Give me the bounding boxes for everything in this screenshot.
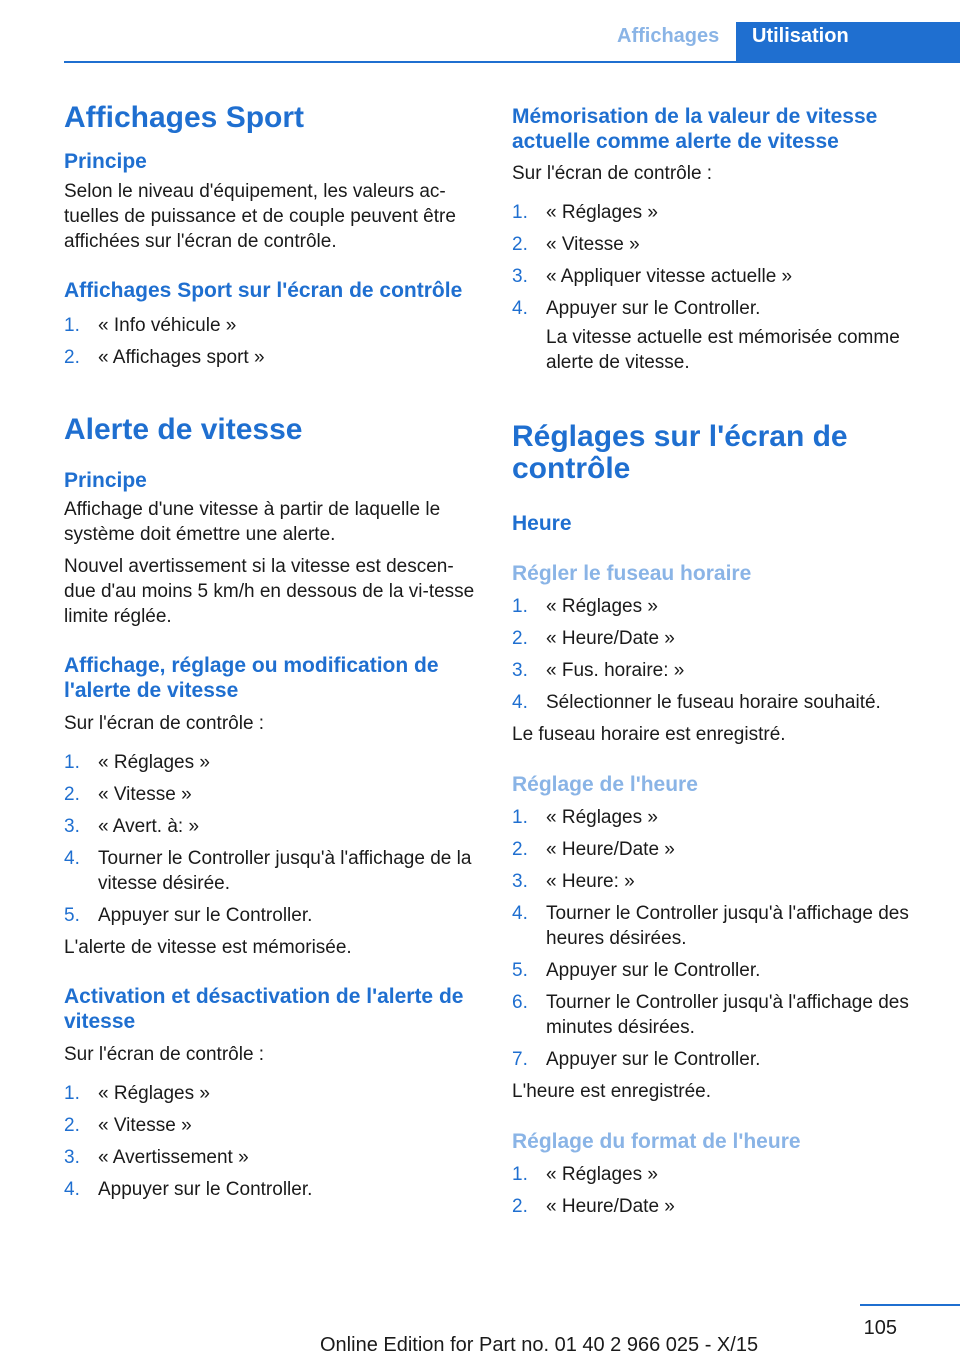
list-item: 2. « Vitesse » xyxy=(64,784,192,805)
paragraph: L'alerte de vitesse est mémorisée. xyxy=(64,937,352,958)
heading-principe: Principe xyxy=(64,469,147,492)
edition-footer: Online Edition for Part no. 01 40 2 966 025 - X/15 xyxy=(320,1334,759,1356)
list-item: 2. « Vitesse » xyxy=(512,234,640,255)
list-item: 4. Tourner le Controller jusqu'à l'affichage de la vitesse désirée. xyxy=(64,848,472,894)
section-title-affichages-sport: Affichages Sport xyxy=(64,101,305,134)
paragraph: Nouvel avertissement si la vitesse est descen-due d'au moins 5 km/h en dessous de la vi-tesse limite réglée. xyxy=(64,556,475,627)
heading-memorisation: Mémorisation de la valeur de vitesse actuelle comme alerte de vitesse xyxy=(512,105,878,153)
list-item: 4. Sélectionner le fuseau horaire souhaité. xyxy=(512,692,881,713)
list-item: 2. « Heure/Date » xyxy=(512,1196,675,1217)
paragraph: Sur l'écran de contrôle : xyxy=(512,163,713,184)
paragraph: Le fuseau horaire est enregistré. xyxy=(512,724,786,745)
footer-rule xyxy=(860,1304,960,1306)
heading-principe: Principe xyxy=(64,150,147,173)
steps-affichages-sport xyxy=(64,313,480,370)
header-chapter-label: Utilisation xyxy=(752,25,849,47)
heading-format-heure: Réglage du format de l'heure xyxy=(512,1130,801,1153)
page-header xyxy=(0,0,960,64)
list-item: 4. Appuyer sur le Controller. xyxy=(512,298,761,319)
list-item: 4. Appuyer sur le Controller. xyxy=(64,1179,313,1200)
list-item: 3. « Fus. horaire: » xyxy=(512,660,685,681)
list-item: 2. « Heure/Date » xyxy=(512,839,675,860)
section-title-reglages-ecran: Réglages sur l'écran de contrôle xyxy=(512,420,848,485)
list-item: 3. « Heure: » xyxy=(512,871,635,892)
steps-format-heure xyxy=(512,1162,928,1219)
list-item: 7. Appuyer sur le Controller. xyxy=(512,1049,761,1070)
list-item: 2. « Affichages sport » xyxy=(64,347,265,368)
header-section-tab[interactable]: Affichages xyxy=(617,25,720,47)
list-item: 1. « Réglages » xyxy=(512,1164,658,1185)
step-note: La vitesse actuelle est mémorisée comme alerte de vitesse. xyxy=(546,327,900,373)
list-item: 3. « Avertissement » xyxy=(64,1147,249,1168)
steps-alerte-vitesse xyxy=(64,750,480,928)
heading-fuseau-horaire: Régler le fuseau horaire xyxy=(512,562,752,585)
steps-reglage-heure xyxy=(512,805,928,1072)
paragraph: Selon le niveau d'équipement, les valeurs ac-tuelles de puissance et de couple peuvent être affichées sur l'écran de contrôle. xyxy=(64,181,456,252)
list-item: 3. « Avert. à: » xyxy=(64,816,200,837)
list-item: 5. Appuyer sur le Controller. xyxy=(512,960,761,981)
list-item: 2. « Vitesse » xyxy=(64,1115,192,1136)
list-item: 1. « Info véhicule » xyxy=(64,315,237,336)
list-item: 3. « Appliquer vitesse actuelle » xyxy=(512,266,793,287)
right-column xyxy=(512,96,928,1226)
list-item: 4. Tourner le Controller jusqu'à l'affichage des heures désirées. xyxy=(512,903,909,949)
paragraph: L'heure est enregistrée. xyxy=(512,1081,712,1102)
left-column xyxy=(64,96,480,1209)
section-title-alerte-vitesse: Alerte de vitesse xyxy=(64,413,303,446)
heading-reglage-heure: Réglage de l'heure xyxy=(512,773,698,796)
heading-activation-desactivation: Activation et désactivation de l'alerte de vitesse xyxy=(64,985,464,1033)
heading-heure: Heure xyxy=(512,512,572,535)
list-item: 1. « Réglages » xyxy=(64,1083,210,1104)
list-item: 1. « Réglages » xyxy=(512,202,658,223)
steps-memorisation xyxy=(512,200,928,321)
list-item: 2. « Heure/Date » xyxy=(512,628,675,649)
heading-affichage-reglage: Affichage, réglage ou modification de l'alerte de vitesse xyxy=(64,654,439,702)
list-item: 5. Appuyer sur le Controller. xyxy=(64,905,313,926)
page-number: 105 xyxy=(863,1317,897,1339)
list-item: 1. « Réglages » xyxy=(512,596,658,617)
header-chapter-tab[interactable] xyxy=(736,22,960,63)
heading-affichages-sport-ecran: Affichages Sport sur l'écran de contrôle xyxy=(64,279,463,302)
list-item: 1. « Réglages » xyxy=(512,807,658,828)
list-item: 1. « Réglages » xyxy=(64,752,210,773)
paragraph: Affichage d'une vitesse à partir de laquelle le système doit émettre une alerte. xyxy=(64,499,441,545)
list-item: 6. Tourner le Controller jusqu'à l'affichage des minutes désirées. xyxy=(512,992,909,1038)
paragraph: Sur l'écran de contrôle : xyxy=(64,713,265,734)
paragraph: Sur l'écran de contrôle : xyxy=(64,1044,265,1065)
steps-activation xyxy=(64,1081,480,1202)
steps-fuseau-horaire xyxy=(512,594,928,715)
